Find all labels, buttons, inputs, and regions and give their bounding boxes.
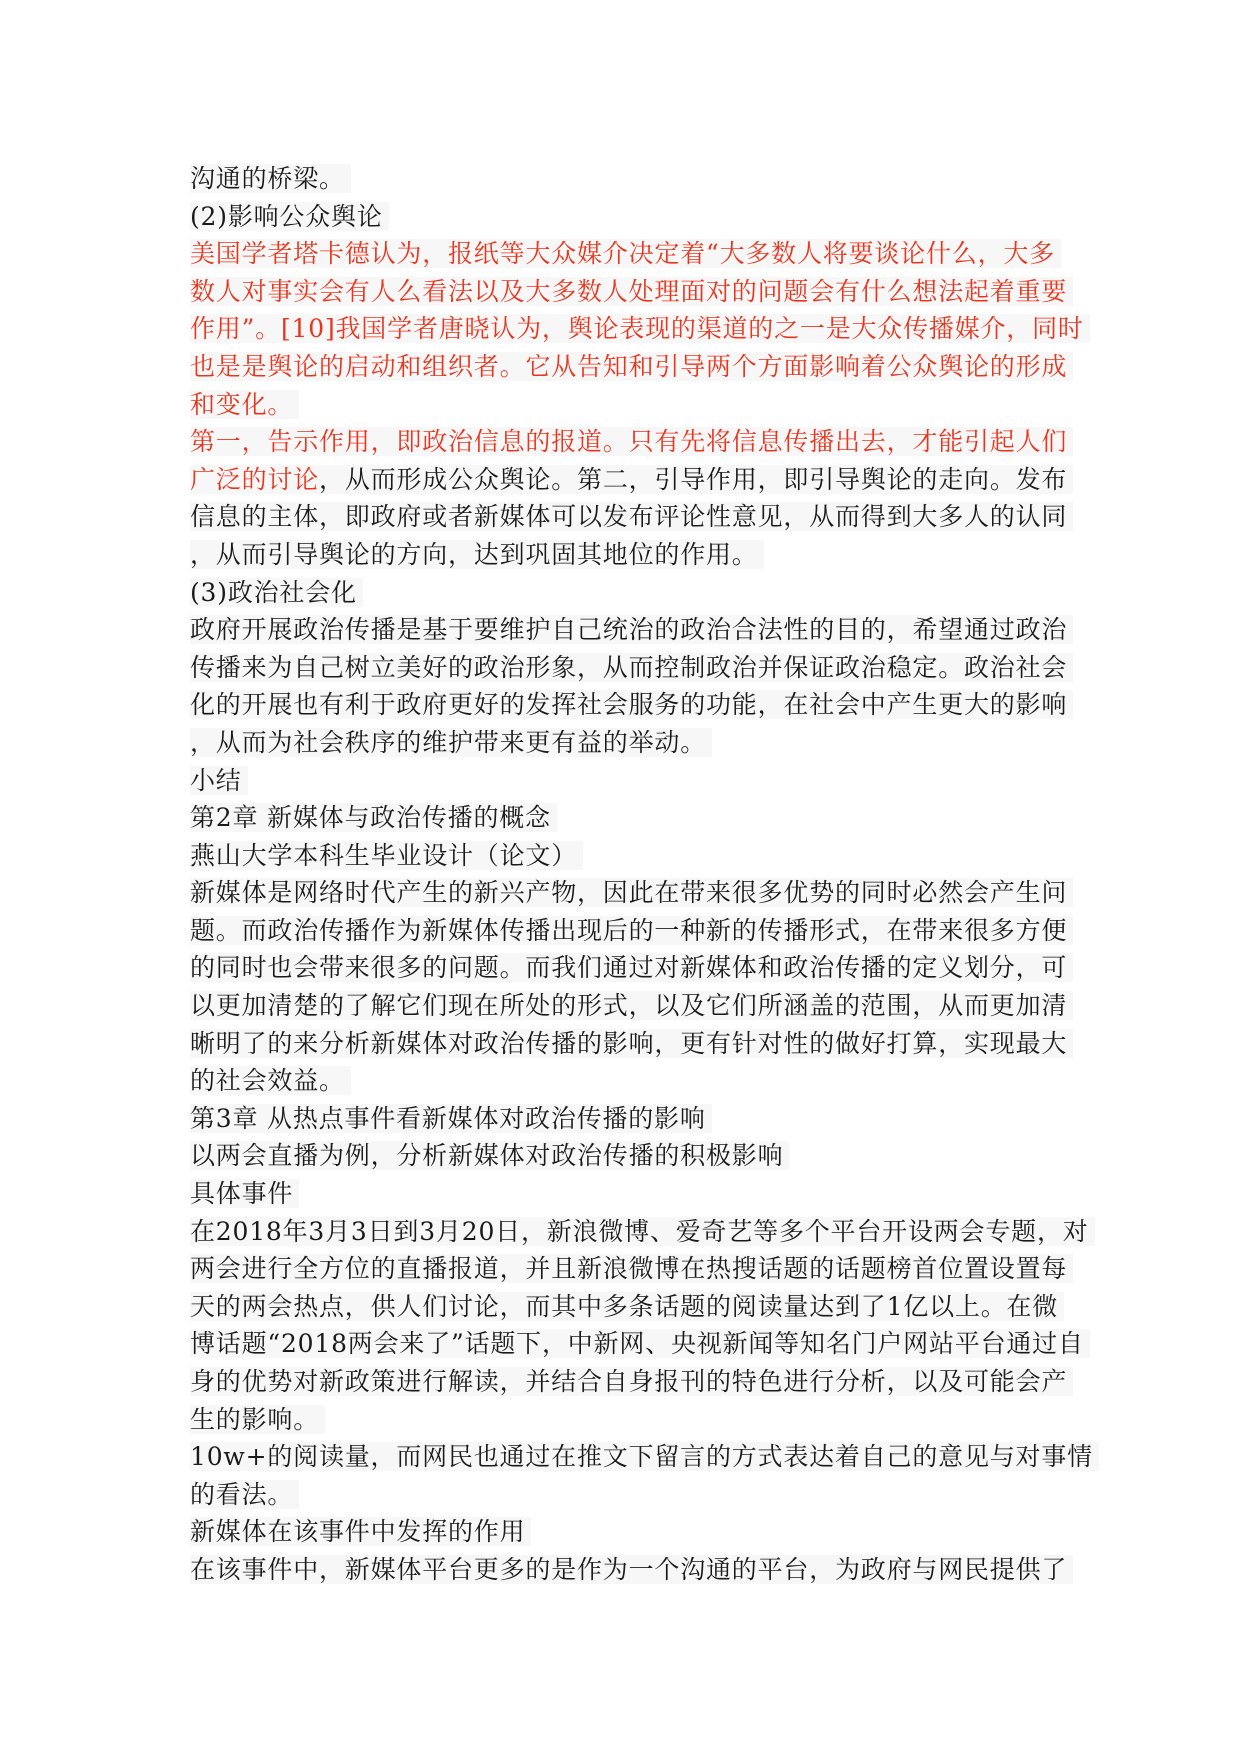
highlighted-text-line: 数人对事实会有人么看法以及大多数人处理面对的问题会有什么想法起着重要 [190, 273, 1050, 311]
text-line: 政府开展政治传播是基于要维护自己统治的政治合法性的目的，希望通过政治 [190, 611, 1050, 649]
text-line: 题。而政治传播作为新媒体传播出现后的一种新的传播形式，在带来很多方便 [190, 912, 1050, 950]
highlighted-text-line: 也是是舆论的启动和组织者。它从告知和引导两个方面影响着公众舆论的形成 [190, 348, 1050, 386]
highlighted-text-line: 美国学者塔卡德认为，报纸等大众媒介决定着“大多数人将要谈论什么，大多 [190, 235, 1050, 273]
text-line: 的看法。 [190, 1476, 1050, 1514]
text-line: ，从而引导舆论的方向，达到巩固其地位的作用。 [190, 536, 1050, 574]
document-body [190, 160, 1093, 1589]
text-line: 生的影响。 [190, 1401, 1050, 1439]
text-line: 天的两会热点，供人们讨论，而其中多条话题的阅读量达到了1亿以上。在微 [190, 1288, 1050, 1326]
section-heading: 以两会直播为例，分析新媒体对政治传播的积极影响 [190, 1137, 1050, 1175]
text-line: 的同时也会带来很多的问题。而我们通过对新媒体和政治传播的定义划分，可 [190, 949, 1050, 987]
text-line: 博话题“2018两会来了”话题下，中新网、央视新闻等知名门户网站平台通过自 [190, 1325, 1050, 1363]
section-heading: (2)影响公众舆论 [190, 198, 1050, 236]
text-line: 在2018年3月3日到3月20日，新浪微博、爱奇艺等多个平台开设两会专题，对 [190, 1213, 1050, 1251]
plain-fragment: ，从而形成公众舆论。第二，引导作用，即引导舆论的走向。发布 [319, 464, 1068, 494]
highlighted-fragment: 广泛的讨论 [190, 464, 320, 494]
text-line: 沟通的桥梁。 [190, 160, 1050, 198]
text-line: 新媒体是网络时代产生的新兴产物，因此在带来很多优势的同时必然会产生问 [190, 874, 1050, 912]
mixed-text-line [190, 461, 1068, 499]
highlighted-text-line: 第一，告示作用，即政治信息的报道。只有先将信息传播出去，才能引起人们 [190, 423, 1050, 461]
text-line: ，从而为社会秩序的维护带来更有益的举动。 [190, 724, 1050, 762]
section-heading: 小结 [190, 762, 1050, 800]
text-line: 的社会效益。 [190, 1062, 1050, 1100]
text-line: 在该事件中，新媒体平台更多的是作为一个沟通的平台，为政府与网民提供了 [190, 1551, 1050, 1589]
text-line: 两会进行全方位的直播报道，并且新浪微博在热搜话题的话题榜首位置设置每 [190, 1250, 1050, 1288]
section-heading: 具体事件 [190, 1175, 1050, 1213]
highlighted-text-line: 和变化。 [190, 386, 1050, 424]
text-line: 10w+的阅读量，而网民也通过在推文下留言的方式表达着自己的意见与对事情 [190, 1438, 1050, 1476]
section-heading: (3)政治社会化 [190, 574, 1050, 612]
text-line: 化的开展也有利于政府更好的发挥社会服务的功能，在社会中产生更大的影响 [190, 686, 1050, 724]
text-line: 传播来为自己树立美好的政治形象，从而控制政治并保证政治稳定。政治社会 [190, 649, 1050, 687]
section-heading: 新媒体在该事件中发挥的作用 [190, 1513, 1050, 1551]
chapter-heading: 第3章 从热点事件看新媒体对政治传播的影响 [190, 1100, 1050, 1138]
text-line: 信息的主体，即政府或者新媒体可以发布评论性意见，从而得到大多人的认同 [190, 498, 1050, 536]
chapter-heading: 第2章 新媒体与政治传播的概念 [190, 799, 1050, 837]
text-line: 身的优势对新政策进行解读，并结合自身报刊的特色进行分析，以及可能会产 [190, 1363, 1050, 1401]
running-header: 燕山大学本科生毕业设计（论文） [190, 837, 1050, 875]
text-line: 晰明了的来分析新媒体对政治传播的影响，更有针对性的做好打算，实现最大 [190, 1025, 1050, 1063]
text-line: 以更加清楚的了解它们现在所处的形式，以及它们所涵盖的范围，从而更加清 [190, 987, 1050, 1025]
highlighted-text-line: 作用”。[10]我国学者唐晓认为，舆论表现的渠道的之一是大众传播媒介，同时 [190, 310, 1050, 348]
